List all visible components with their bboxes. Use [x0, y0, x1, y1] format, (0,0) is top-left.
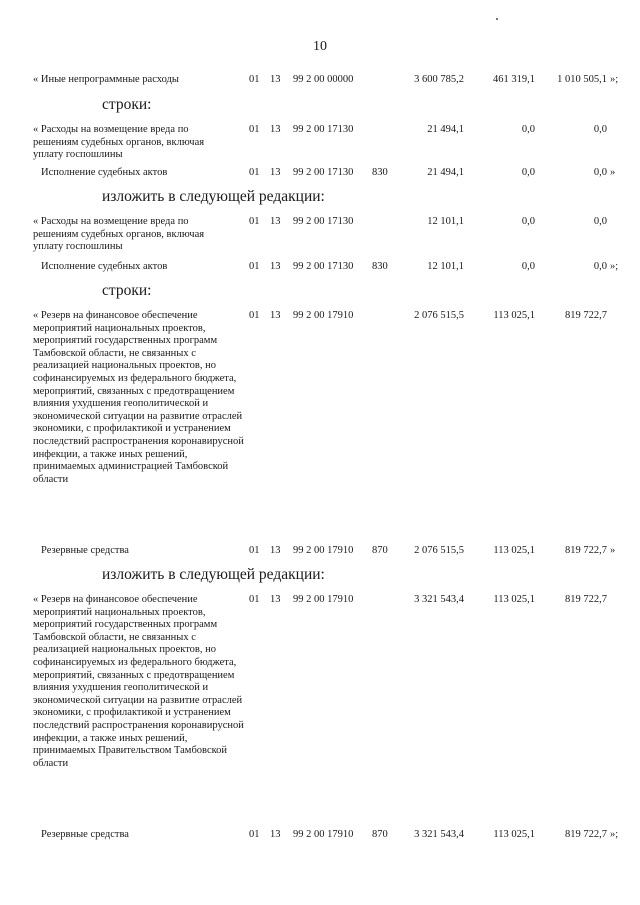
row-name: « Резерв на финансовое обеспечение мероприятий национальных проектов, мероприятий государственных программ Тамбовской области, не связанных с реализацией национальных проектов, но софинансируемых из федерального бюджета, мероприятий, связанных с предотвращением влияния ухудшения геополитической и экономической ситуации на развитие отраслей экономики, с профилактикой и устранением последствий распространения коронавирусной инфекции, а также иных решений, принимаемых Правительством Тамбовской области [33, 594, 244, 769]
amount-year-3: 0,0 [593, 167, 607, 178]
section-code: 01 [249, 74, 260, 85]
row-name: « Расходы на возмещение вреда по решениям судебных органов, включая уплату госпошлины [33, 124, 205, 161]
subsection-code: 13 [270, 167, 281, 178]
subsection-code: 13 [270, 74, 281, 85]
target-article-code: 99 2 00 17130 [293, 216, 354, 227]
amount-year-1: 21 494,1 [427, 167, 464, 178]
subsection-code: 13 [270, 310, 281, 321]
section-code: 01 [249, 124, 260, 135]
row-name: « Иные непрограммные расходы [33, 74, 179, 85]
subsection-code: 13 [270, 594, 281, 605]
amount-year-1: 3 321 543,4 [414, 594, 464, 605]
expense-type-code: 870 [372, 829, 388, 840]
amount-year-1: 2 076 515,5 [414, 545, 464, 556]
amount-year-3: 0,0 [593, 216, 607, 227]
amount-year-3: 819 722,7 [565, 829, 607, 840]
row-name: Резервные средства [41, 545, 129, 556]
amount-year-2: 113 025,1 [493, 545, 535, 556]
section-code: 01 [249, 594, 260, 605]
target-article-code: 99 2 00 17910 [293, 829, 354, 840]
amount-year-3: 819 722,7 [565, 310, 607, 321]
closing-quote: » [610, 167, 616, 178]
subsection-code: 13 [270, 545, 281, 556]
closing-quote: »; [610, 261, 619, 272]
subsection-code: 13 [270, 829, 281, 840]
amount-year-1: 3 321 543,4 [414, 829, 464, 840]
amount-year-2: 0,0 [521, 261, 535, 272]
amount-year-2: 0,0 [521, 167, 535, 178]
section-code: 01 [249, 829, 260, 840]
amount-year-3: 0,0 [593, 124, 607, 135]
closing-quote: » [610, 545, 616, 556]
row-name: Исполнение судебных актов [41, 167, 168, 178]
amount-year-2: 0,0 [521, 124, 535, 135]
row-name: « Резерв на финансовое обеспечение мероприятий национальных проектов, мероприятий государственных программ Тамбовской области, не связанных с реализацией национальных проектов, но софинансируемых из федерального бюджета, мероприятий, связанных с предотвращением влияния ухудшения геополитической и экономической ситуации на развитие отраслей экономики, с профилактикой и устранением последствий распространения коронавирусной инфекции, а также иных решений, принимаемых администрацией Тамбовской области [33, 310, 244, 485]
row-name: « Расходы на возмещение вреда по решениям судебных органов, включая уплату госпошлины [33, 216, 205, 253]
scan-speck [496, 18, 498, 20]
subsection-code: 13 [270, 216, 281, 227]
target-article-code: 99 2 00 17130 [293, 124, 354, 135]
amount-year-1: 3 600 785,2 [414, 74, 464, 85]
amount-year-3: 819 722,7 [565, 545, 607, 556]
amount-year-2: 113 025,1 [493, 829, 535, 840]
section-code: 01 [249, 545, 260, 556]
expense-type-code: 830 [372, 167, 388, 178]
section-heading: изложить в следующей редакции: [102, 188, 325, 205]
amount-year-3: 1 010 505,1 [557, 74, 607, 85]
page-number: 10 [313, 39, 327, 54]
section-heading: строки: [102, 282, 152, 299]
target-article-code: 99 2 00 17910 [293, 545, 354, 556]
subsection-code: 13 [270, 261, 281, 272]
amount-year-1: 21 494,1 [427, 124, 464, 135]
amount-year-1: 12 101,1 [427, 216, 464, 227]
section-code: 01 [249, 167, 260, 178]
expense-type-code: 830 [372, 261, 388, 272]
row-name: Резервные средства [41, 829, 129, 840]
target-article-code: 99 2 00 17910 [293, 594, 354, 605]
expense-type-code: 870 [372, 545, 388, 556]
amount-year-3: 0,0 [593, 261, 607, 272]
amount-year-2: 461 319,1 [493, 74, 535, 85]
amount-year-3: 819 722,7 [565, 594, 607, 605]
section-heading: строки: [102, 96, 152, 113]
subsection-code: 13 [270, 124, 281, 135]
target-article-code: 99 2 00 17130 [293, 167, 354, 178]
closing-quote: »; [610, 829, 619, 840]
amount-year-1: 12 101,1 [427, 261, 464, 272]
amount-year-2: 0,0 [521, 216, 535, 227]
amount-year-2: 113 025,1 [493, 310, 535, 321]
section-heading: изложить в следующей редакции: [102, 566, 325, 583]
section-code: 01 [249, 216, 260, 227]
closing-quote: »; [610, 74, 619, 85]
section-code: 01 [249, 261, 260, 272]
amount-year-2: 113 025,1 [493, 594, 535, 605]
section-code: 01 [249, 310, 260, 321]
row-name: Исполнение судебных актов [41, 261, 168, 272]
target-article-code: 99 2 00 17910 [293, 310, 354, 321]
target-article-code: 99 2 00 00000 [293, 74, 354, 85]
target-article-code: 99 2 00 17130 [293, 261, 354, 272]
amount-year-1: 2 076 515,5 [414, 310, 464, 321]
